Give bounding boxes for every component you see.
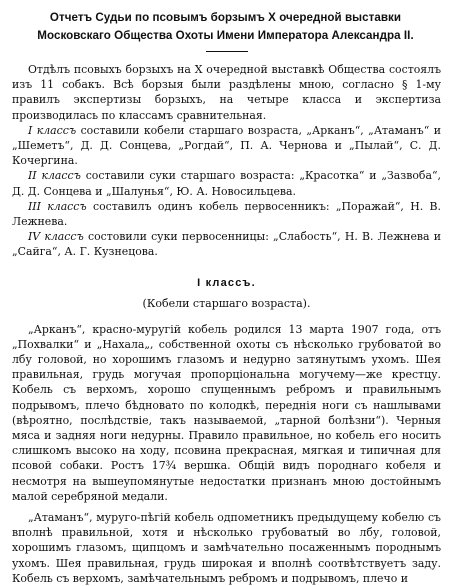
section-body: [12, 322, 441, 586]
class-4-text: состовили суки первосенницы: „Слабость“, Н. В. Лежнева и „Сайга“, А. Г. Кузнецова.: [12, 230, 441, 259]
class-1-text: составили кобели старшаго возраста, „Арканъ“, „Атаманъ“ и „Шеметъ“, Д. Д. Сонцева, „Рогдай“, П. А. Чернова и „Пылай“, С. Д. Кочергина.: [12, 123, 441, 168]
class-3-line: [12, 199, 441, 229]
intro-block: [12, 62, 441, 260]
class-4-label: IV классъ: [28, 230, 84, 244]
class-1-label: I классъ: [28, 123, 77, 137]
section-title: I классъ.: [197, 276, 256, 289]
class-3-text: составилъ одинъ кобель первосенникъ: „Поражай“, Н. В. Лежнева.: [12, 199, 442, 229]
section-subtitle: (Кобели старшаго возраста).: [142, 296, 311, 310]
document-title: Отчетъ Судьи по псовымъ борзымъ X очередной выставки Московскаго Общества Охоты Имени Императора Александра II.: [37, 11, 414, 42]
intro-paragraph: Отдѣлъ псовыхъ борзыхъ на X очередной выставкѣ Общества состоялъ изъ 11 собакъ. Всѣ борзыя были раздѣлены мною, согласно § 1-му правилъ экспертизы борзыхъ, на четыре класса и экспертиза производилась по классамъ сравнительная.: [12, 63, 441, 122]
ataman-paragraph: „Атаманъ“, муруго-пѣгій кобель одпометникъ предыдущему кобелю съ вполнѣ правильной, хотя и нѣсколько грубоватый во лбу, головой, хорошимъ глазомъ, щипцомъ и замѣчательно посаженнымъ породнымъ ухомъ. Шея правильная, грудь широкая и вполнѣ соотвѣтствуетъ заду. Кобель съ верхомъ, замѣчательнымъ ребромъ и подрывомъ, плечо и: [12, 511, 441, 585]
arkan-paragraph: „Арканъ“, красно-муругій кобель родился 13 марта 1907 года, отъ „Похвалки“ и „Нахала„, собственной охоты съ нѣсколько грубоватой во лбу головой, но хорошимъ глазомъ и недурно затянутымъ ухомъ. Шея правильная, грудь могучая пропорціональна могучему—же крестцу. Кобель съ верхомъ, хорошо спущеннымъ ребромъ и правильнымъ подрывомъ, плечо бѣдновато по колодкѣ, переднія ноги съ нашлывами (вѣроятно, послѣдствіе, такъ называемой, „тарной болѣзни“). Черныя мяса и задняя ноги недурны. Правило правильное, но кобель его носить слишкомъ высоко на ходу, псовина прекрасная, мягкая и типичная для псовой собаки. Ростъ 17¾ вершка. Общій видъ породнаго кобеля и несмотря на вышеупомянутые недостатки признанъ мною достойнымъ малой серебряной медали.: [12, 322, 441, 503]
title-divider: [206, 51, 248, 52]
class-1-line: [12, 123, 441, 169]
class-2-line: [12, 168, 441, 198]
class-3-label: III классъ: [28, 199, 87, 213]
class-2-text: составили суки старшаго возраста: „Красотка“ и „Зазвоба“, Д. Д. Сонцева и „Шалунья“, Ю. А. Новосильцева.: [12, 169, 441, 198]
class-4-line: [12, 229, 441, 259]
class-2-label: II классъ: [28, 169, 81, 183]
